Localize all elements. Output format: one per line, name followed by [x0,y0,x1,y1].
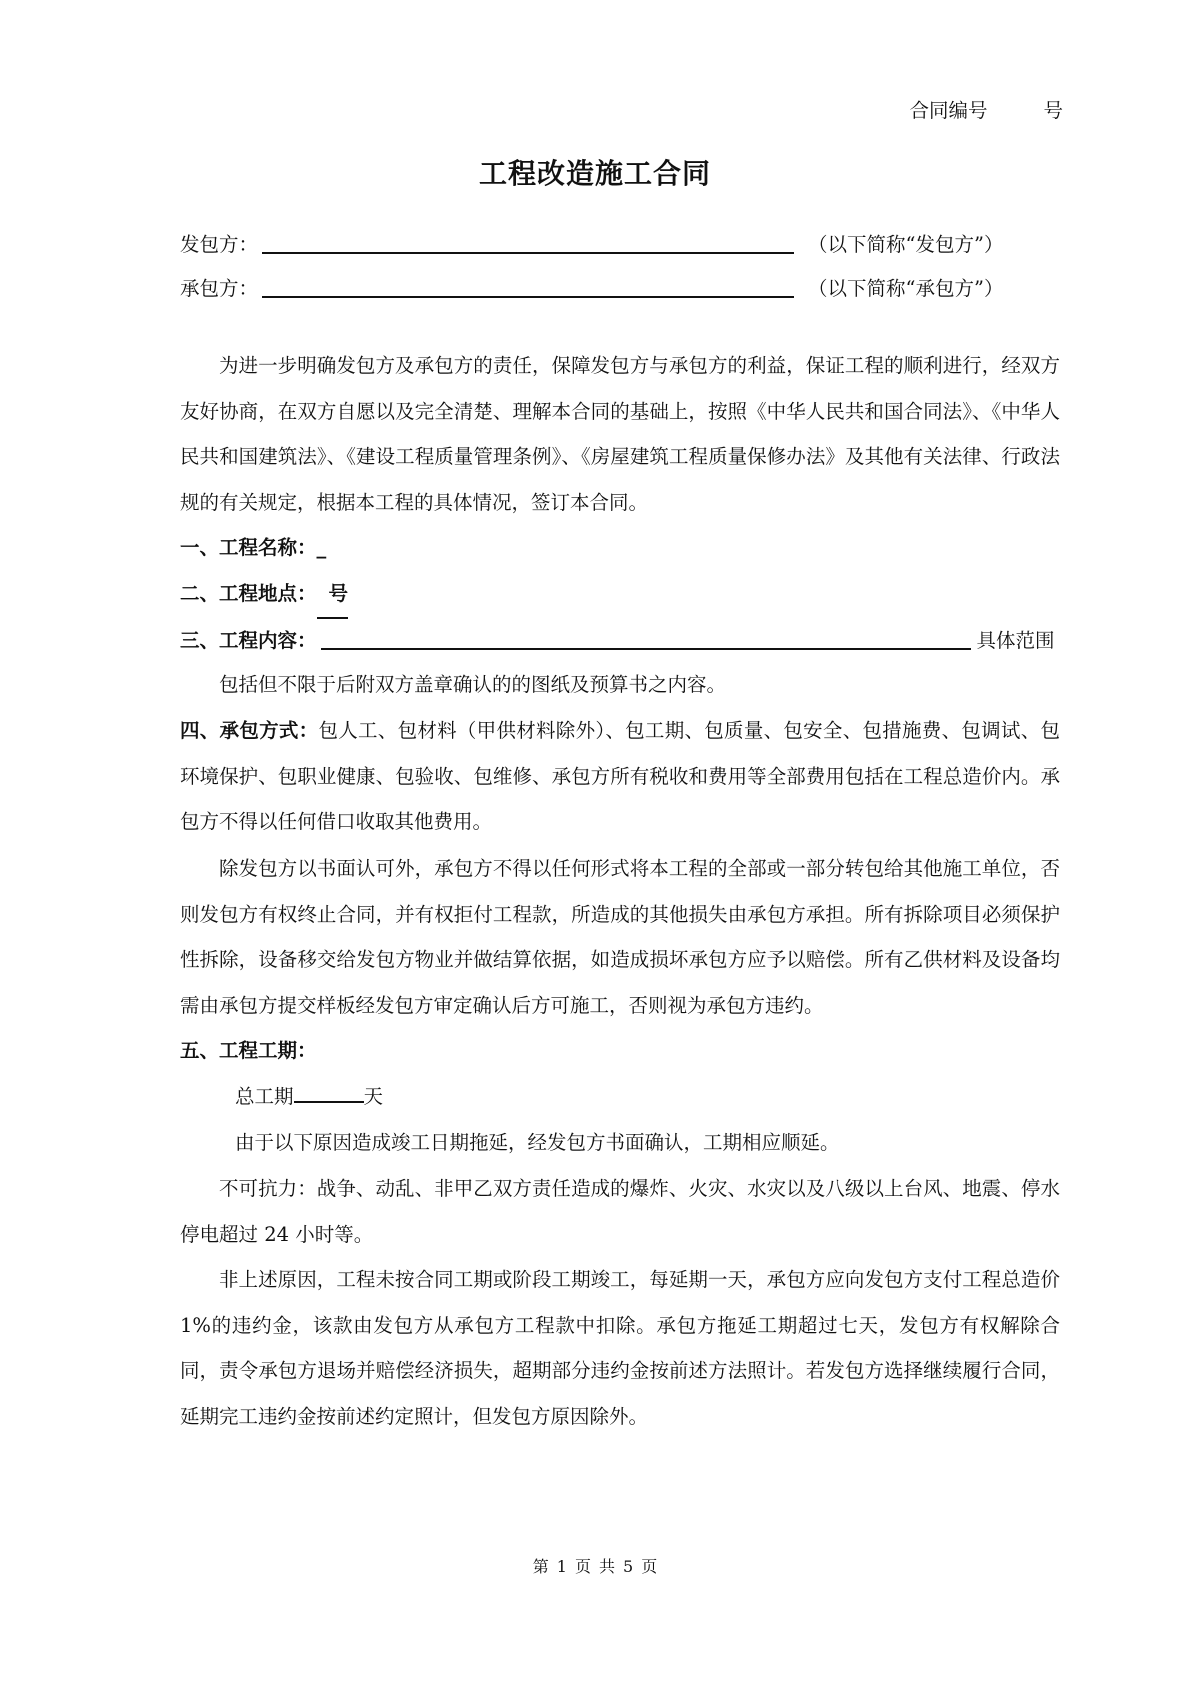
section-5-heading: 五、工程工期： [180,1039,317,1062]
footer-label-3: 共 [599,1557,616,1576]
footer-page-current: 1 [556,1557,567,1576]
section-1 [180,525,1060,571]
contractor-label: 承包方： [180,277,259,300]
section-3-body: 包括但不限于后附双方盖章确认的的图纸及预算书之内容。 [219,673,727,696]
section-3-blank [321,630,971,650]
employer-name-blank [262,234,794,254]
employer-row [180,229,1060,257]
section-4-paragraph-2: 除发包方以书面认可外，承包方不得以任何形式将本工程的全部或一部分转包给其他施工单位，否则发包方有权终止合同，并有权拒付工程款，所造成的其他损失由承包方承担。所有拆除项目必须保护性拆除，设备移交给发包方物业并做结算依据，如造成损坏承包方应予以赔偿。所有乙供材料及设备均需由承包方提交样板经发包方审定确认后方可施工，否则视为承包方违约。 [180,857,1060,1017]
contract-number [909,95,1063,123]
section-3 [180,625,1060,653]
section-4-heading: 四、承包方式： [180,719,319,742]
total-duration-suffix: 天 [363,1085,384,1108]
contractor-alias: （以下简称“承包方”） [808,277,1004,300]
section-5-penalty: 非上述原因，工程未按合同工期或阶段工期竣工，每延期一天，承包方应向发包方支付工程总造价 1%的违约金，该款由发包方从承包方工程款中扣除。承包方拖延工期超过七天，发包方有权解除合同，责令承包方退场并赔偿经济损失，超期部分违约金按前述方法照计。若发包方选择继续履行合同，延期完工违约金按前述约定照计，但发包方原因除外。 [180,1268,1060,1428]
section-2-value: 号 [317,571,349,619]
footer-label-2: 页 [574,1557,591,1576]
footer-page-total: 5 [623,1557,634,1576]
document-title: 工程改造施工合同 [478,157,711,190]
contractor-name-blank [262,278,794,298]
section-5 [180,1028,1060,1074]
section-3-tail: 具体范围 [976,629,1055,652]
page-footer [0,1554,1190,1577]
section-5-delay-intro: 由于以下原因造成竣工日期拖延，经发包方书面确认，工期相应顺延。 [235,1131,840,1154]
contract-number-label: 合同编号 [909,99,988,122]
section-5-total-duration [180,1074,1060,1120]
section-3-heading: 三、工程内容： [180,629,317,652]
section-1-heading: 一、工程名称： [180,536,317,559]
section-2-heading: 二、工程地点： [180,582,317,605]
contract-number-suffix: 号 [1043,99,1063,122]
total-duration-blank [294,1081,364,1103]
employer-alias: （以下简称“发包方”） [808,233,1004,256]
contractor-row [180,273,1060,301]
preamble-paragraph: 为进一步明确发包方及承包方的责任，保障发包方与承包方的利益，保证工程的顺利进行，经双方友好协商，在双方自愿以及完全清楚、理解本合同的基础上，按照《中华人民共和国合同法》、《中华人民共和国建筑法》、《建设工程质量管理条例》、《房屋建筑工程质量保修办法》及其他有关法律、行政法规的有关规定，根据本工程的具体情况，签订本合同。 [180,354,1060,514]
section-4 [180,708,1060,845]
footer-label-1: 第 [532,1557,549,1576]
footer-label-4: 页 [641,1557,658,1576]
section-5-force-majeure: 不可抗力：战争、动乱、非甲乙双方责任造成的爆炸、火灾、水灾以及八级以上台风、地震、停水停电超过 24 小时等。 [180,1177,1060,1246]
employer-label: 发包方： [180,233,259,256]
total-duration-prefix: 总工期 [235,1085,294,1108]
section-2 [180,571,1060,619]
section-1-value: _ [316,536,327,559]
section-4-body: 包人工、包材料（甲供材料除外）、包工期、包质量、包安全、包措施费、包调试、包环境保护、包职业健康、包验收、包维修、承包方所有税收和费用等全部费用包括在工程总造价内。承包方不得以任何借口收取其他费用。 [180,719,1060,833]
